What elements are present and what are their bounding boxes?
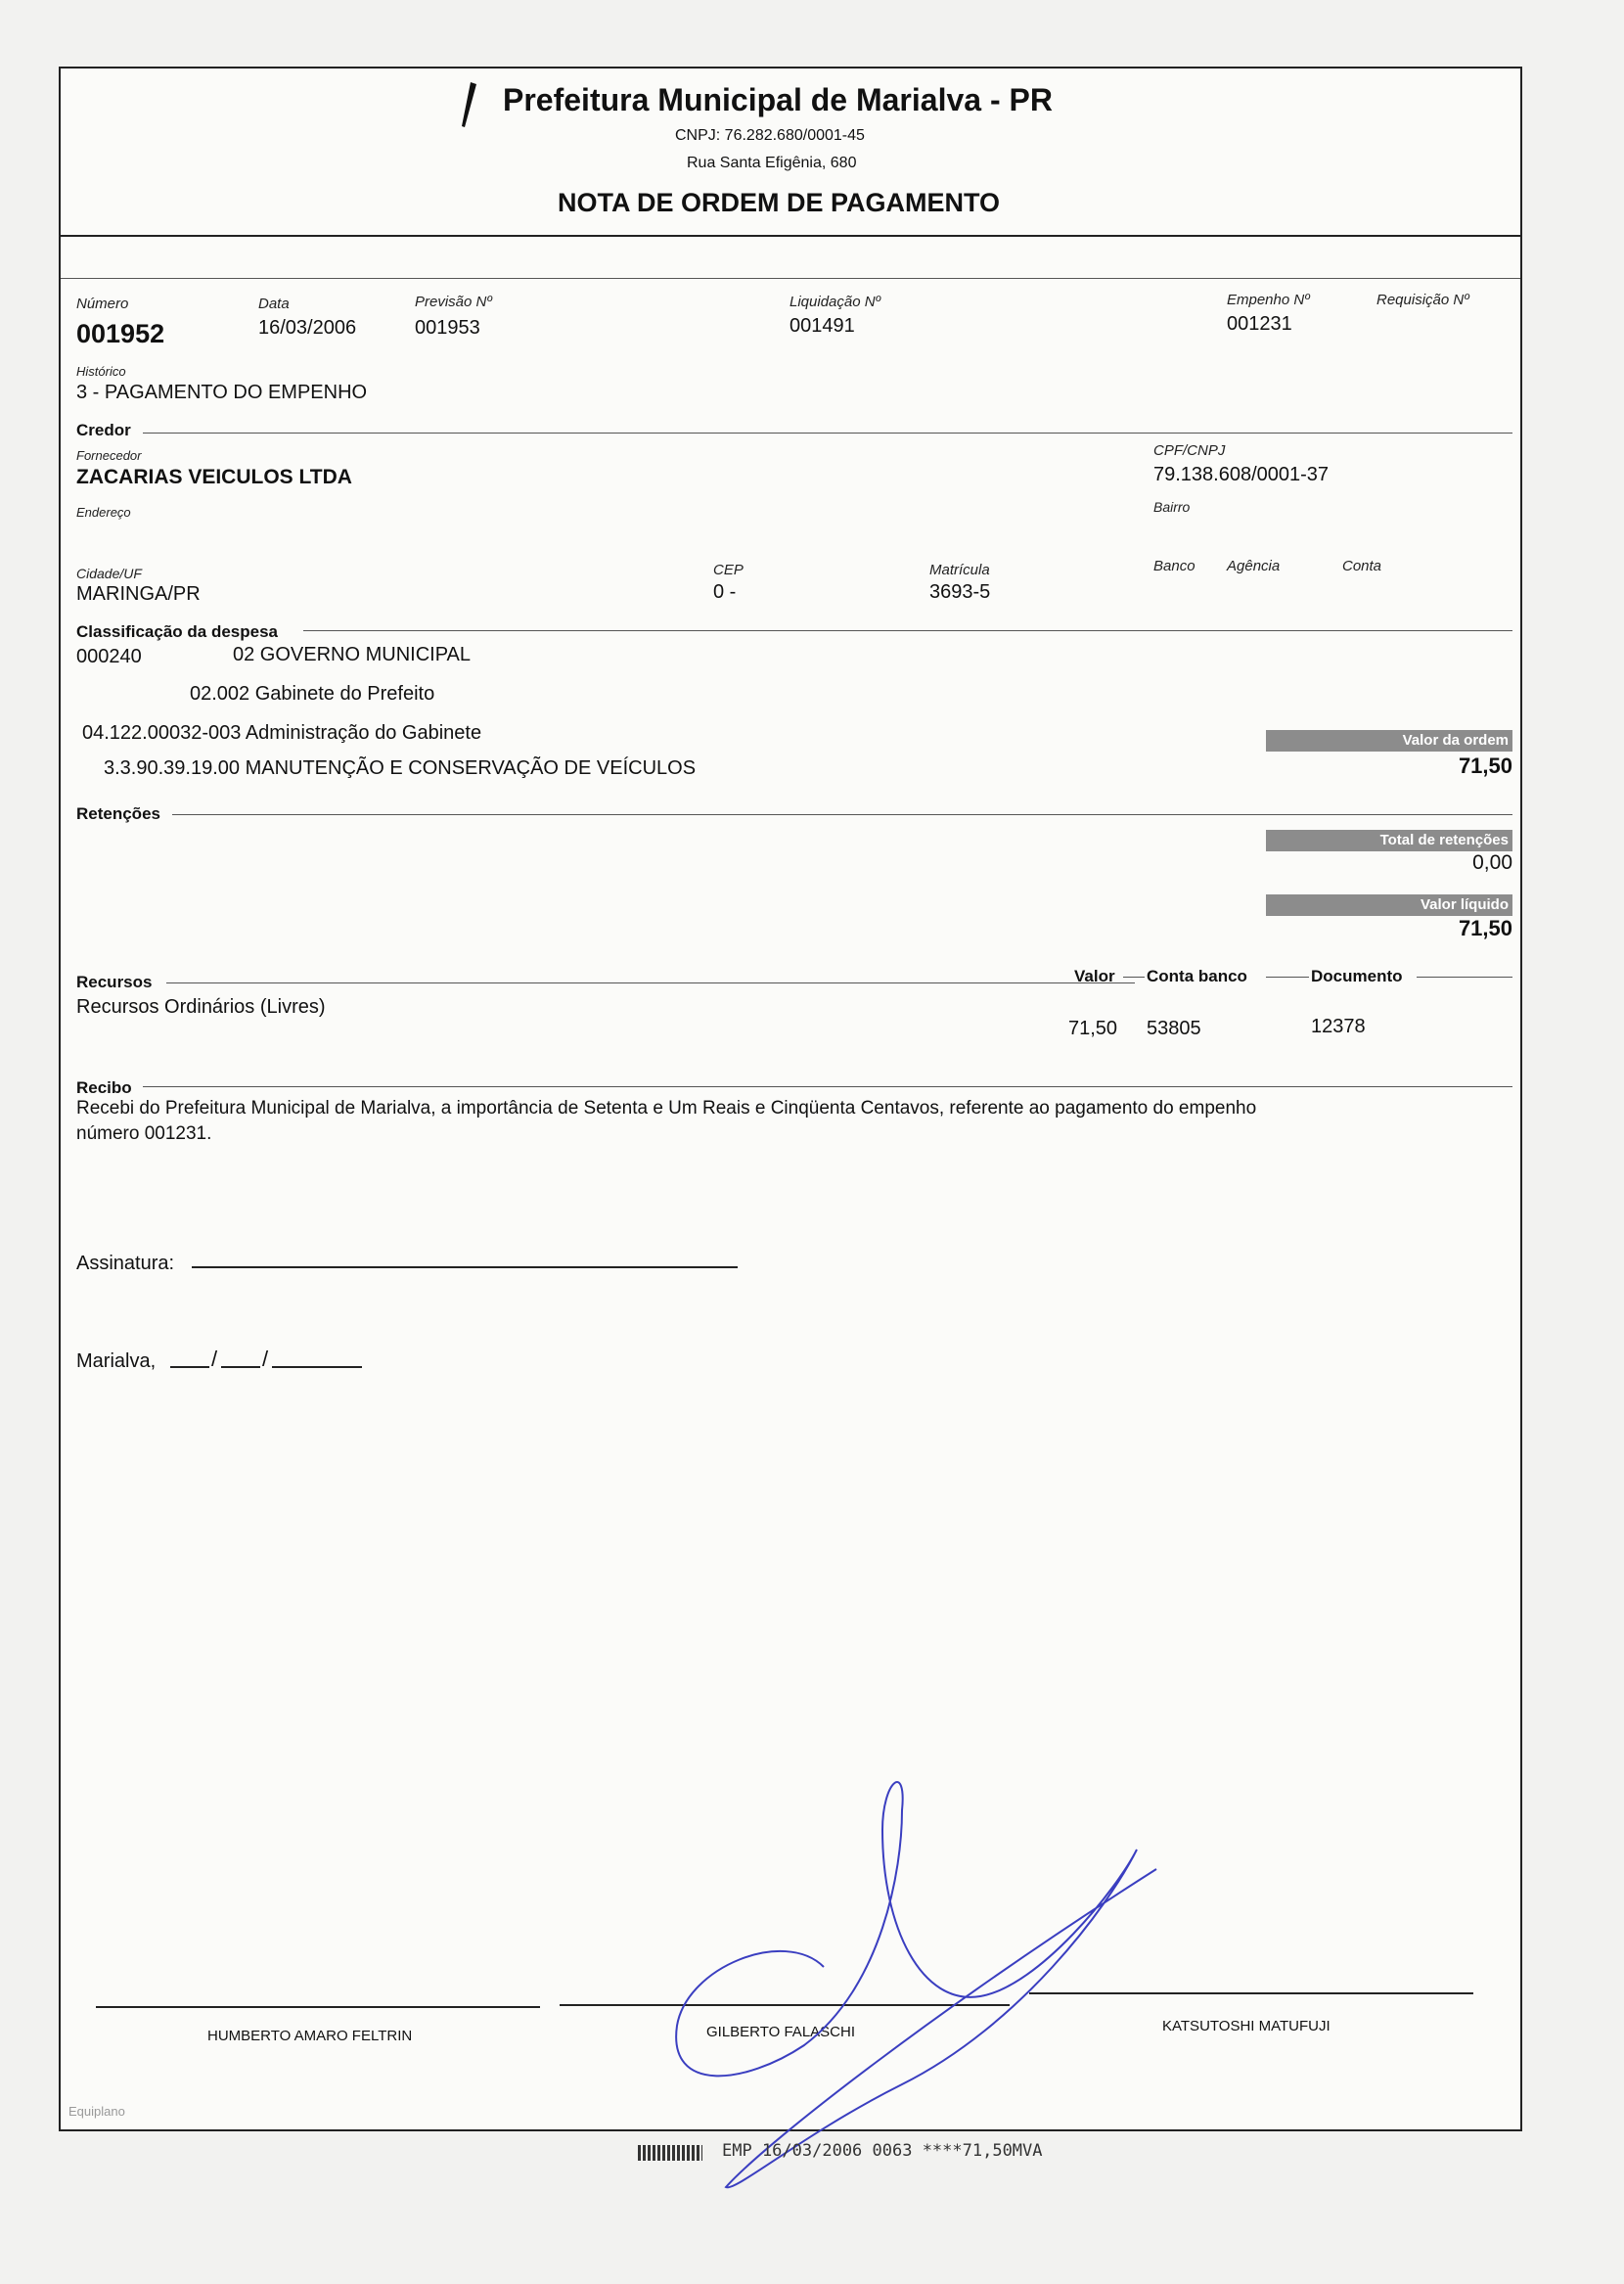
cep-value: 0 -	[713, 581, 737, 603]
retencoes-section: Retenções	[76, 804, 160, 823]
requisicao-label: Requisição Nº	[1376, 292, 1469, 308]
data-value: 16/03/2006	[258, 317, 357, 339]
classificacao-rule	[303, 630, 1512, 631]
liquidacao-value: 001491	[789, 315, 855, 337]
data-label: Data	[258, 296, 290, 312]
document-title: NOTA DE ORDEM DE PAGAMENTO	[558, 188, 1001, 217]
signatory-1: HUMBERTO AMARO FELTRIN	[207, 2028, 413, 2044]
date-slash-1: /	[211, 1347, 218, 1371]
endereco-label: Endereço	[76, 505, 131, 520]
date-slash-2: /	[262, 1347, 269, 1371]
header-cnpj: CNPJ: 76.282.680/0001-45	[675, 127, 865, 144]
recibo-line-2: número 001231.	[76, 1123, 212, 1144]
recibo-line-1: Recebi do Prefeitura Municipal de Marialva, a importância de Setenta e Um Reais e Cinqüenta Centavos, referente ao pagamento do empenho	[76, 1098, 1257, 1119]
banco-label: Banco	[1153, 558, 1195, 574]
recursos-valor: 71,50	[1068, 1018, 1118, 1039]
header-divider	[61, 235, 1520, 237]
historico-value: 3 - PAGAMENTO DO EMPENHO	[76, 382, 368, 403]
recursos-valor-label: Valor	[1074, 967, 1115, 985]
handwritten-signature	[648, 1771, 1176, 2202]
recursos-rule-4	[1417, 977, 1512, 978]
cep-label: CEP	[713, 562, 744, 578]
matricula-label: Matrícula	[929, 562, 990, 578]
empenho-value: 001231	[1227, 313, 1292, 335]
fornecedor-label: Fornecedor	[76, 448, 142, 463]
unidade-value: 02.002 Gabinete do Prefeito	[190, 683, 435, 705]
document-frame	[59, 67, 1522, 2131]
recursos-documento: 12378	[1311, 1016, 1366, 1037]
recursos-section: Recursos	[76, 973, 153, 991]
signature-line-1	[96, 2006, 540, 2008]
signatory-3: KATSUTOSHI MATUFUJI	[1162, 2018, 1331, 2034]
cpf-label: CPF/CNPJ	[1153, 442, 1226, 459]
recursos-conta-label: Conta banco	[1147, 967, 1247, 985]
signatory-2: GILBERTO FALASCHI	[706, 2024, 855, 2040]
recursos-rule-2	[1123, 977, 1145, 978]
barcode-icon	[638, 2145, 702, 2161]
recursos-conta: 53805	[1147, 1018, 1201, 1039]
cidade-value: MARINGA/PR	[76, 583, 201, 605]
previsao-label: Previsão Nº	[415, 294, 492, 310]
recursos-documento-label: Documento	[1311, 967, 1403, 985]
total-retencoes-label: Total de retenções	[1266, 830, 1512, 851]
date-line-month	[221, 1366, 260, 1368]
liquidacao-label: Liquidação Nº	[789, 294, 881, 310]
recibo-rule	[143, 1086, 1512, 1087]
header-address: Rua Santa Efigênia, 680	[687, 155, 857, 171]
bairro-label: Bairro	[1153, 499, 1191, 515]
elemento-value: 3.3.90.39.19.00 MANUTENÇÃO E CONSERVAÇÃO DE VEÍCULOS	[104, 757, 697, 779]
total-retencoes-value: 0,00	[1472, 851, 1512, 874]
conta-label: Conta	[1342, 558, 1382, 574]
matricula-value: 3693-5	[929, 581, 991, 603]
funcional-value: 04.122.00032-003 Administração do Gabinete	[82, 722, 482, 744]
fornecedor-value: ZACARIAS VEICULOS LTDA	[76, 466, 352, 488]
valor-liquido-value: 71,50	[1458, 916, 1512, 940]
historico-label: Histórico	[76, 364, 126, 379]
classificacao-section: Classificação da despesa	[76, 622, 279, 641]
footer-stamp: EMP 16/03/2006 0063 ****71,50MVA	[722, 2141, 1043, 2161]
software-footer: Equiplano	[68, 2104, 125, 2119]
orgao-value: 02 GOVERNO MUNICIPAL	[233, 644, 472, 665]
numero-label: Número	[76, 296, 129, 312]
assinatura-line	[192, 1266, 738, 1268]
date-line-day	[170, 1366, 209, 1368]
valor-liquido-label: Valor líquido	[1266, 894, 1512, 916]
recursos-rule	[166, 982, 1135, 983]
retencoes-rule	[172, 814, 1512, 815]
agencia-label: Agência	[1227, 558, 1281, 574]
header-title: Prefeitura Municipal de Marialva - PR	[503, 82, 1053, 117]
id-divider	[61, 278, 1520, 279]
classificacao-code: 000240	[76, 646, 142, 667]
credor-section: Credor	[76, 421, 131, 439]
assinatura-label: Assinatura:	[76, 1253, 175, 1274]
valor-ordem-label: Valor da ordem	[1266, 730, 1512, 752]
credor-rule	[143, 433, 1512, 434]
empenho-label: Empenho Nº	[1227, 292, 1310, 308]
recibo-section: Recibo	[76, 1078, 132, 1097]
logo-mark-icon	[457, 80, 478, 131]
recursos-desc: Recursos Ordinários (Livres)	[76, 996, 326, 1018]
previsao-value: 001953	[415, 317, 480, 339]
date-line-year	[272, 1366, 362, 1368]
recursos-rule-3	[1266, 977, 1309, 978]
marialva-label: Marialva,	[76, 1350, 157, 1372]
cidade-label: Cidade/UF	[76, 566, 142, 581]
numero-value: 001952	[76, 319, 165, 348]
cpf-value: 79.138.608/0001-37	[1153, 464, 1330, 485]
valor-ordem-value: 71,50	[1458, 754, 1512, 778]
